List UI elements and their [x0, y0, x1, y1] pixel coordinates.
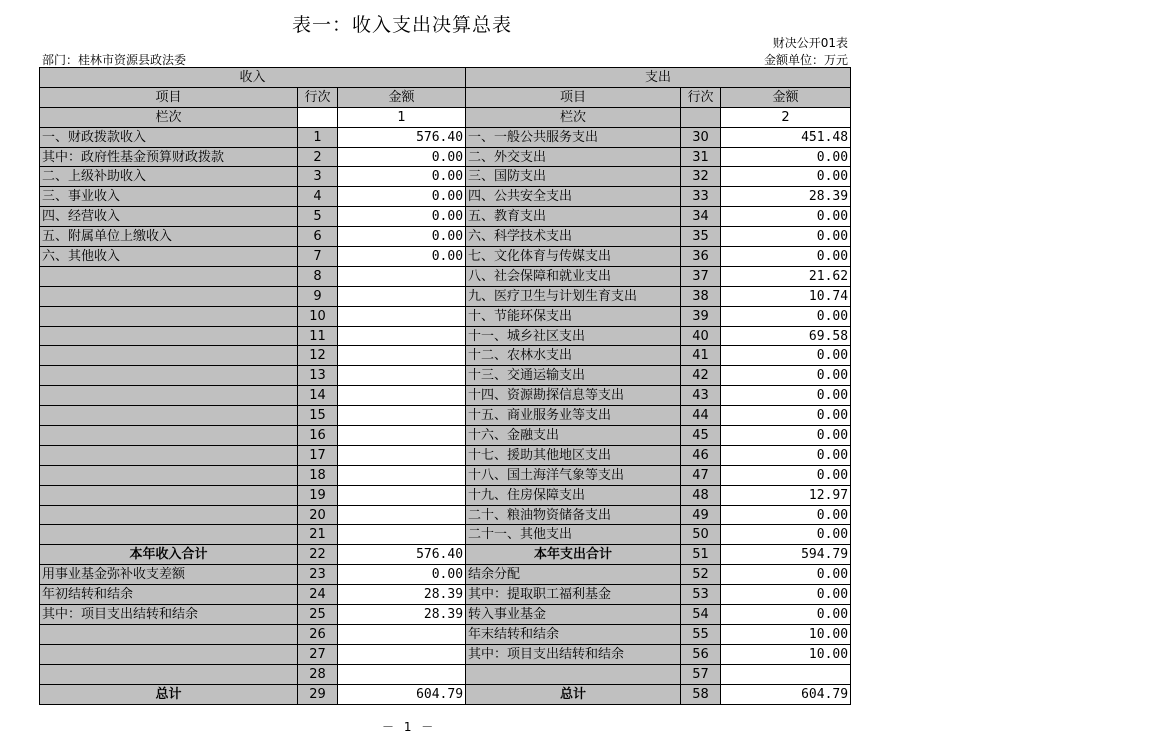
expense-amount: 0.00 — [721, 167, 851, 187]
expense-line-number: 35 — [681, 227, 721, 247]
income-expense-table — [39, 67, 851, 705]
expense-line-header: 行次 — [681, 87, 721, 107]
income-item-label — [40, 624, 298, 644]
income-item-label — [40, 406, 298, 426]
income-line-number: 23 — [298, 565, 338, 585]
income-item-label — [40, 326, 298, 346]
expense-line-number: 47 — [681, 465, 721, 485]
income-amount: 0.00 — [338, 565, 466, 585]
expense-column-blank — [681, 107, 721, 127]
table-row — [40, 207, 851, 227]
expense-item-label: 一、一般公共服务支出 — [466, 127, 681, 147]
expense-item-label: 二十一、其他支出 — [466, 525, 681, 545]
income-amount: 28.39 — [338, 605, 466, 625]
income-item-label: 四、经营收入 — [40, 207, 298, 227]
section-header-row — [40, 68, 851, 88]
income-line-number: 13 — [298, 366, 338, 386]
income-line-number: 5 — [298, 207, 338, 227]
expense-line-number: 57 — [681, 664, 721, 684]
expense-item-label: 本年支出合计 — [466, 545, 681, 565]
expense-item-label: 九、医疗卫生与计划生育支出 — [466, 286, 681, 306]
income-amount — [338, 445, 466, 465]
expense-item-label: 八、社会保障和就业支出 — [466, 266, 681, 286]
income-amount: 0.00 — [338, 187, 466, 207]
income-line-number: 20 — [298, 505, 338, 525]
table-row — [40, 684, 851, 704]
table-row — [40, 664, 851, 684]
expense-item-label: 十八、国土海洋气象等支出 — [466, 465, 681, 485]
income-amount — [338, 286, 466, 306]
income-amount: 0.00 — [338, 227, 466, 247]
page-title: 表一：收入支出决算总表 — [292, 14, 513, 36]
table-row — [40, 565, 851, 585]
expense-item-label: 二、外交支出 — [466, 147, 681, 167]
expense-item-label: 年末结转和结余 — [466, 624, 681, 644]
income-amount — [338, 386, 466, 406]
income-item-label — [40, 445, 298, 465]
income-item-label: 一、财政拨款收入 — [40, 127, 298, 147]
table-row — [40, 545, 851, 565]
income-item-label — [40, 505, 298, 525]
table-row — [40, 127, 851, 147]
income-item-label: 用事业基金弥补收支差额 — [40, 565, 298, 585]
expense-item-label: 十四、资源勘探信息等支出 — [466, 386, 681, 406]
expense-item-label — [466, 664, 681, 684]
income-line-number: 18 — [298, 465, 338, 485]
income-line-header: 行次 — [298, 87, 338, 107]
income-item-label — [40, 644, 298, 664]
income-item-label: 其中：政府性基金预算财政拨款 — [40, 147, 298, 167]
income-item-label: 六、其他收入 — [40, 247, 298, 267]
expense-amount: 0.00 — [721, 605, 851, 625]
income-line-number: 11 — [298, 326, 338, 346]
income-line-number: 21 — [298, 525, 338, 545]
table-row — [40, 386, 851, 406]
expense-line-number: 45 — [681, 426, 721, 446]
table-row — [40, 465, 851, 485]
table-row — [40, 624, 851, 644]
expense-line-number: 44 — [681, 406, 721, 426]
expense-section-header: 支出 — [466, 68, 851, 88]
income-item-label: 其中：项目支出结转和结余 — [40, 605, 298, 625]
income-amount: 0.00 — [338, 247, 466, 267]
income-line-number: 9 — [298, 286, 338, 306]
income-item-label: 三、事业收入 — [40, 187, 298, 207]
income-item-label — [40, 346, 298, 366]
expense-line-number: 56 — [681, 644, 721, 664]
income-amount: 28.39 — [338, 585, 466, 605]
expense-item-label: 总计 — [466, 684, 681, 704]
income-amount — [338, 406, 466, 426]
expense-column-label: 栏次 — [466, 107, 681, 127]
table-row — [40, 266, 851, 286]
expense-line-number: 55 — [681, 624, 721, 644]
table-row — [40, 306, 851, 326]
income-column-blank — [298, 107, 338, 127]
column-header-row — [40, 87, 851, 107]
table-row — [40, 485, 851, 505]
expense-line-number: 51 — [681, 545, 721, 565]
expense-line-number: 30 — [681, 127, 721, 147]
expense-line-number: 38 — [681, 286, 721, 306]
expense-amount: 0.00 — [721, 147, 851, 167]
expense-amount: 604.79 — [721, 684, 851, 704]
table-row — [40, 326, 851, 346]
expense-amount: 0.00 — [721, 585, 851, 605]
expense-line-number: 54 — [681, 605, 721, 625]
expense-amount: 0.00 — [721, 426, 851, 446]
income-line-number: 16 — [298, 426, 338, 446]
expense-item-label: 三、国防支出 — [466, 167, 681, 187]
income-line-number: 17 — [298, 445, 338, 465]
income-item-label — [40, 664, 298, 684]
income-line-number: 22 — [298, 545, 338, 565]
expense-amount-header: 金额 — [721, 87, 851, 107]
expense-line-number: 48 — [681, 485, 721, 505]
expense-line-number: 40 — [681, 326, 721, 346]
income-line-number: 19 — [298, 485, 338, 505]
expense-item-label: 其中：提取职工福利基金 — [466, 585, 681, 605]
expense-line-number: 32 — [681, 167, 721, 187]
expense-amount: 21.62 — [721, 266, 851, 286]
income-item-label: 总计 — [40, 684, 298, 704]
income-item-label — [40, 525, 298, 545]
expense-amount: 10.74 — [721, 286, 851, 306]
income-amount — [338, 306, 466, 326]
expense-line-number: 34 — [681, 207, 721, 227]
expense-item-label: 十五、商业服务业等支出 — [466, 406, 681, 426]
income-item-label — [40, 366, 298, 386]
expense-line-number: 36 — [681, 247, 721, 267]
income-column-label: 栏次 — [40, 107, 298, 127]
income-amount — [338, 664, 466, 684]
expense-item-label: 十九、住房保障支出 — [466, 485, 681, 505]
expense-line-number: 53 — [681, 585, 721, 605]
income-amount — [338, 366, 466, 386]
income-line-number: 26 — [298, 624, 338, 644]
expense-amount: 10.00 — [721, 644, 851, 664]
expense-item-label: 十七、援助其他地区支出 — [466, 445, 681, 465]
expense-item-label: 二十、粮油物资储备支出 — [466, 505, 681, 525]
income-item-label — [40, 386, 298, 406]
expense-amount: 0.00 — [721, 565, 851, 585]
expense-column-number: 2 — [721, 107, 851, 127]
income-amount: 0.00 — [338, 207, 466, 227]
income-item-label — [40, 485, 298, 505]
income-line-number: 10 — [298, 306, 338, 326]
expense-amount: 69.58 — [721, 326, 851, 346]
expense-line-number: 49 — [681, 505, 721, 525]
expense-item-label: 六、科学技术支出 — [466, 227, 681, 247]
expense-line-number: 58 — [681, 684, 721, 704]
expense-line-number: 42 — [681, 366, 721, 386]
expense-amount: 0.00 — [721, 386, 851, 406]
income-line-number: 24 — [298, 585, 338, 605]
income-amount — [338, 266, 466, 286]
income-amount: 576.40 — [338, 127, 466, 147]
expense-amount: 0.00 — [721, 366, 851, 386]
table-row — [40, 605, 851, 625]
income-amount — [338, 485, 466, 505]
income-item-label — [40, 306, 298, 326]
income-item-label — [40, 286, 298, 306]
expense-amount: 0.00 — [721, 207, 851, 227]
table-row — [40, 346, 851, 366]
income-section-header: 收入 — [40, 68, 466, 88]
income-amount: 604.79 — [338, 684, 466, 704]
income-amount — [338, 346, 466, 366]
column-number-row — [40, 107, 851, 127]
table-row — [40, 644, 851, 664]
income-line-number: 8 — [298, 266, 338, 286]
income-amount — [338, 426, 466, 446]
expense-line-number: 46 — [681, 445, 721, 465]
table-row — [40, 366, 851, 386]
income-item-label: 年初结转和结余 — [40, 585, 298, 605]
income-item-label: 二、上级补助收入 — [40, 167, 298, 187]
income-line-number: 27 — [298, 644, 338, 664]
expense-item-label: 转入事业基金 — [466, 605, 681, 625]
income-line-number: 7 — [298, 247, 338, 267]
income-item-header: 项目 — [40, 87, 298, 107]
expense-amount — [721, 664, 851, 684]
expense-item-header: 项目 — [466, 87, 681, 107]
income-column-number: 1 — [338, 107, 466, 127]
income-amount — [338, 644, 466, 664]
table-row — [40, 406, 851, 426]
expense-amount: 0.00 — [721, 525, 851, 545]
income-amount — [338, 326, 466, 346]
expense-item-label: 十二、农林水支出 — [466, 346, 681, 366]
expense-line-number: 41 — [681, 346, 721, 366]
income-line-number: 2 — [298, 147, 338, 167]
income-item-label — [40, 465, 298, 485]
expense-line-number: 33 — [681, 187, 721, 207]
amount-unit-label: 金额单位：万元 — [763, 53, 848, 67]
expense-amount: 10.00 — [721, 624, 851, 644]
income-line-number: 12 — [298, 346, 338, 366]
income-line-number: 28 — [298, 664, 338, 684]
expense-amount: 0.00 — [721, 406, 851, 426]
income-amount: 0.00 — [338, 147, 466, 167]
expense-line-number: 52 — [681, 565, 721, 585]
expense-item-label: 十一、城乡社区支出 — [466, 326, 681, 346]
income-line-number: 6 — [298, 227, 338, 247]
expense-amount: 451.48 — [721, 127, 851, 147]
expense-line-number: 39 — [681, 306, 721, 326]
income-item-label: 五、附属单位上缴收入 — [40, 227, 298, 247]
income-line-number: 25 — [298, 605, 338, 625]
page-number: － 1 － — [382, 720, 437, 734]
expense-amount: 0.00 — [721, 505, 851, 525]
expense-amount: 594.79 — [721, 545, 851, 565]
table-row — [40, 505, 851, 525]
income-line-number: 14 — [298, 386, 338, 406]
income-amount — [338, 525, 466, 545]
table-row — [40, 167, 851, 187]
income-amount — [338, 624, 466, 644]
expense-amount: 28.39 — [721, 187, 851, 207]
income-amount: 0.00 — [338, 167, 466, 187]
income-line-number: 1 — [298, 127, 338, 147]
department-label: 部门：桂林市资源县政法委 — [42, 53, 187, 67]
expense-line-number: 37 — [681, 266, 721, 286]
table-row — [40, 286, 851, 306]
expense-item-label: 七、文化体育与传媒支出 — [466, 247, 681, 267]
income-line-number: 3 — [298, 167, 338, 187]
table-row — [40, 445, 851, 465]
table-row — [40, 187, 851, 207]
income-item-label — [40, 266, 298, 286]
income-line-number: 29 — [298, 684, 338, 704]
income-line-number: 4 — [298, 187, 338, 207]
expense-item-label: 十六、金融支出 — [466, 426, 681, 446]
expense-amount: 0.00 — [721, 445, 851, 465]
table-row — [40, 585, 851, 605]
expense-amount: 0.00 — [721, 247, 851, 267]
expense-amount: 12.97 — [721, 485, 851, 505]
income-amount-header: 金额 — [338, 87, 466, 107]
expense-item-label: 四、公共安全支出 — [466, 187, 681, 207]
expense-amount: 0.00 — [721, 227, 851, 247]
income-line-number: 15 — [298, 406, 338, 426]
expense-amount: 0.00 — [721, 306, 851, 326]
income-item-label: 本年收入合计 — [40, 545, 298, 565]
expense-amount: 0.00 — [721, 465, 851, 485]
table-row — [40, 247, 851, 267]
expense-item-label: 结余分配 — [466, 565, 681, 585]
income-amount — [338, 465, 466, 485]
expense-item-label: 其中：项目支出结转和结余 — [466, 644, 681, 664]
table-row — [40, 426, 851, 446]
expense-line-number: 31 — [681, 147, 721, 167]
form-code: 财决公开01表 — [772, 36, 848, 50]
income-item-label — [40, 426, 298, 446]
table-row — [40, 525, 851, 545]
table-row — [40, 227, 851, 247]
expense-line-number: 50 — [681, 525, 721, 545]
expense-item-label: 十三、交通运输支出 — [466, 366, 681, 386]
expense-item-label: 五、教育支出 — [466, 207, 681, 227]
income-amount: 576.40 — [338, 545, 466, 565]
expense-line-number: 43 — [681, 386, 721, 406]
income-amount — [338, 505, 466, 525]
table-row — [40, 147, 851, 167]
expense-item-label: 十、节能环保支出 — [466, 306, 681, 326]
expense-amount: 0.00 — [721, 346, 851, 366]
